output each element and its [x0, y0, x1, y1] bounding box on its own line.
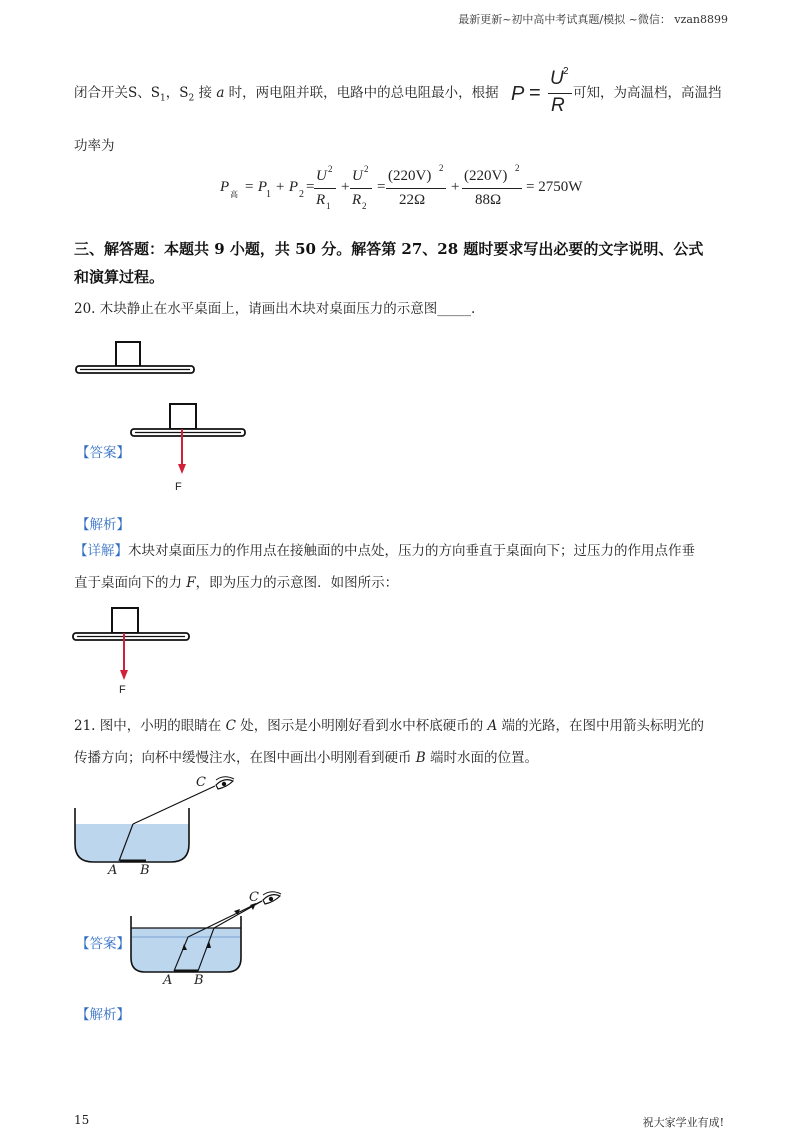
q21-text-2a: 传播方向；向杯中缓慢注水，在图中画出小明刚看到硬币	[74, 750, 416, 766]
q21-text-1a: 21. 图中，小明的眼睛在	[74, 718, 226, 734]
question-20-stem: 20. 木块静止在水平桌面上，请画出木块对桌面压力的示意图_____.	[74, 301, 476, 317]
question-21-line-2	[74, 748, 538, 768]
fraction-bar	[314, 188, 336, 189]
detail-text-2a: 直于桌面向下的力	[74, 575, 187, 591]
eq-equals-2: =	[306, 179, 315, 195]
force-arrow-head	[178, 464, 186, 474]
variable-A: A	[487, 718, 498, 734]
fraction-bar	[350, 188, 372, 189]
intro-line-2: 功率为	[74, 138, 115, 154]
question-21-line-1	[74, 716, 704, 736]
intro-text-e: 可知，为高温档，高温挡	[573, 85, 722, 101]
page-number: 15	[74, 1113, 90, 1127]
label-A: A	[108, 863, 118, 878]
intro-text-c: 接	[194, 85, 217, 101]
page-header: 最新更新~初中高中考试真题/模拟 ~微信： vzan8899	[458, 13, 728, 26]
force-arrow-head	[120, 670, 128, 680]
fraction-bar	[548, 93, 572, 94]
ans-label-C: C	[249, 890, 259, 905]
eq-equals-P1: = P	[244, 179, 268, 195]
label-B: B	[140, 863, 150, 878]
f4-denominator: 88Ω	[475, 192, 502, 208]
intro-line-1	[74, 83, 499, 109]
eq-sub1: 1	[266, 189, 271, 200]
f4-numerator: (220V)	[464, 168, 508, 184]
eq-result: = 2750W	[526, 179, 583, 195]
force-label: F	[175, 481, 182, 493]
ans-label-A: A	[163, 973, 173, 988]
fraction-bar	[386, 188, 446, 189]
f2-sup: 2	[364, 164, 369, 174]
variable-B: B	[415, 750, 426, 766]
subscript: 2	[188, 93, 195, 104]
variable-C: C	[225, 718, 236, 734]
answer-tag: 【答案】	[76, 445, 130, 461]
formula-P: P	[511, 83, 525, 105]
f3-denominator: 22Ω	[399, 192, 426, 208]
block	[116, 342, 140, 366]
detail-line-2	[74, 573, 398, 593]
section-heading-line-1: 三、解答题：本题共 9 小题，共 50 分。解答第 27、28 题时要求写出必要的文字说明、公式	[74, 240, 704, 258]
incident-ray	[133, 786, 215, 824]
power-formula	[511, 68, 573, 118]
detail-text-2b: ，即为压力的示意图．如图所示：	[195, 575, 399, 591]
q21-text-1c: 端的光路，在图中用箭头标明光的	[497, 718, 705, 734]
f3-numerator: (220V)	[388, 168, 432, 184]
f3-sup: 2	[439, 163, 444, 173]
eye-icon	[263, 892, 281, 904]
eq-equals-3: =	[377, 179, 386, 195]
eq-plus-2: +	[341, 179, 350, 195]
q21-figure	[70, 772, 250, 880]
f2-numerator: U	[352, 168, 363, 184]
f4-sup: 2	[515, 163, 520, 173]
block	[112, 608, 138, 633]
footer-slogan: 祝大家学业有成!	[642, 1116, 724, 1129]
formula-denominator: R	[551, 95, 565, 116]
detail-line-1	[74, 541, 695, 561]
eq-plus-3: +	[451, 179, 460, 195]
water	[75, 824, 189, 862]
q21-answer-tag: 【答案】	[76, 936, 130, 952]
eq-sub2: 2	[299, 189, 304, 200]
fraction-bar	[462, 188, 522, 189]
f1-den-sub: 1	[326, 201, 331, 211]
eq-P-high-sub: 高	[230, 190, 238, 199]
q20-figure	[72, 338, 198, 380]
ans-label-B: B	[194, 973, 204, 988]
eq-P-high: P	[220, 179, 230, 195]
analysis-tag: 【解析】	[76, 517, 130, 533]
q20-detail-figure	[70, 604, 194, 684]
power-equation	[220, 165, 590, 215]
q21-analysis-tag: 【解析】	[76, 1007, 130, 1023]
q21-answer-figure	[126, 888, 296, 978]
f1-denominator: R	[316, 192, 326, 208]
eq-plus-P2: + P	[275, 179, 299, 195]
formula-numerator: U	[550, 68, 564, 89]
block	[170, 404, 196, 429]
q21-text-2b: 端时水面的位置。	[425, 750, 539, 766]
intro-text-d: 时，两电阻并联，电路中的总电阻最小，根据	[224, 85, 499, 101]
eye-icon	[216, 777, 234, 789]
variable-a: a	[216, 85, 225, 101]
force-label-2: F	[119, 684, 126, 696]
q21-text-1b: 处，图示是小明刚好看到水中杯底硬币的	[235, 718, 488, 734]
detail-text-1: 木块对桌面压力的作用点在接触面的中点处，压力的方向垂直于桌面向下；过压力的作用点作垂	[128, 543, 695, 559]
formula-equals: =	[529, 82, 541, 104]
f1-numerator: U	[316, 168, 327, 184]
variable-F: F	[186, 575, 196, 591]
f1-sup: 2	[328, 164, 333, 174]
q20-answer-figure	[128, 400, 250, 480]
formula-superscript: 2	[563, 66, 569, 77]
intro-text-a: 闭合开关S、S	[74, 85, 160, 101]
detail-tag: 【详解】	[74, 543, 128, 559]
intro-text-b: ，S	[165, 85, 189, 101]
section-heading-line-2: 和演算过程。	[74, 268, 165, 286]
f2-den-sub: 2	[362, 201, 367, 211]
f2-denominator: R	[352, 192, 362, 208]
subscript: 1	[160, 93, 166, 104]
label-C: C	[196, 775, 206, 790]
